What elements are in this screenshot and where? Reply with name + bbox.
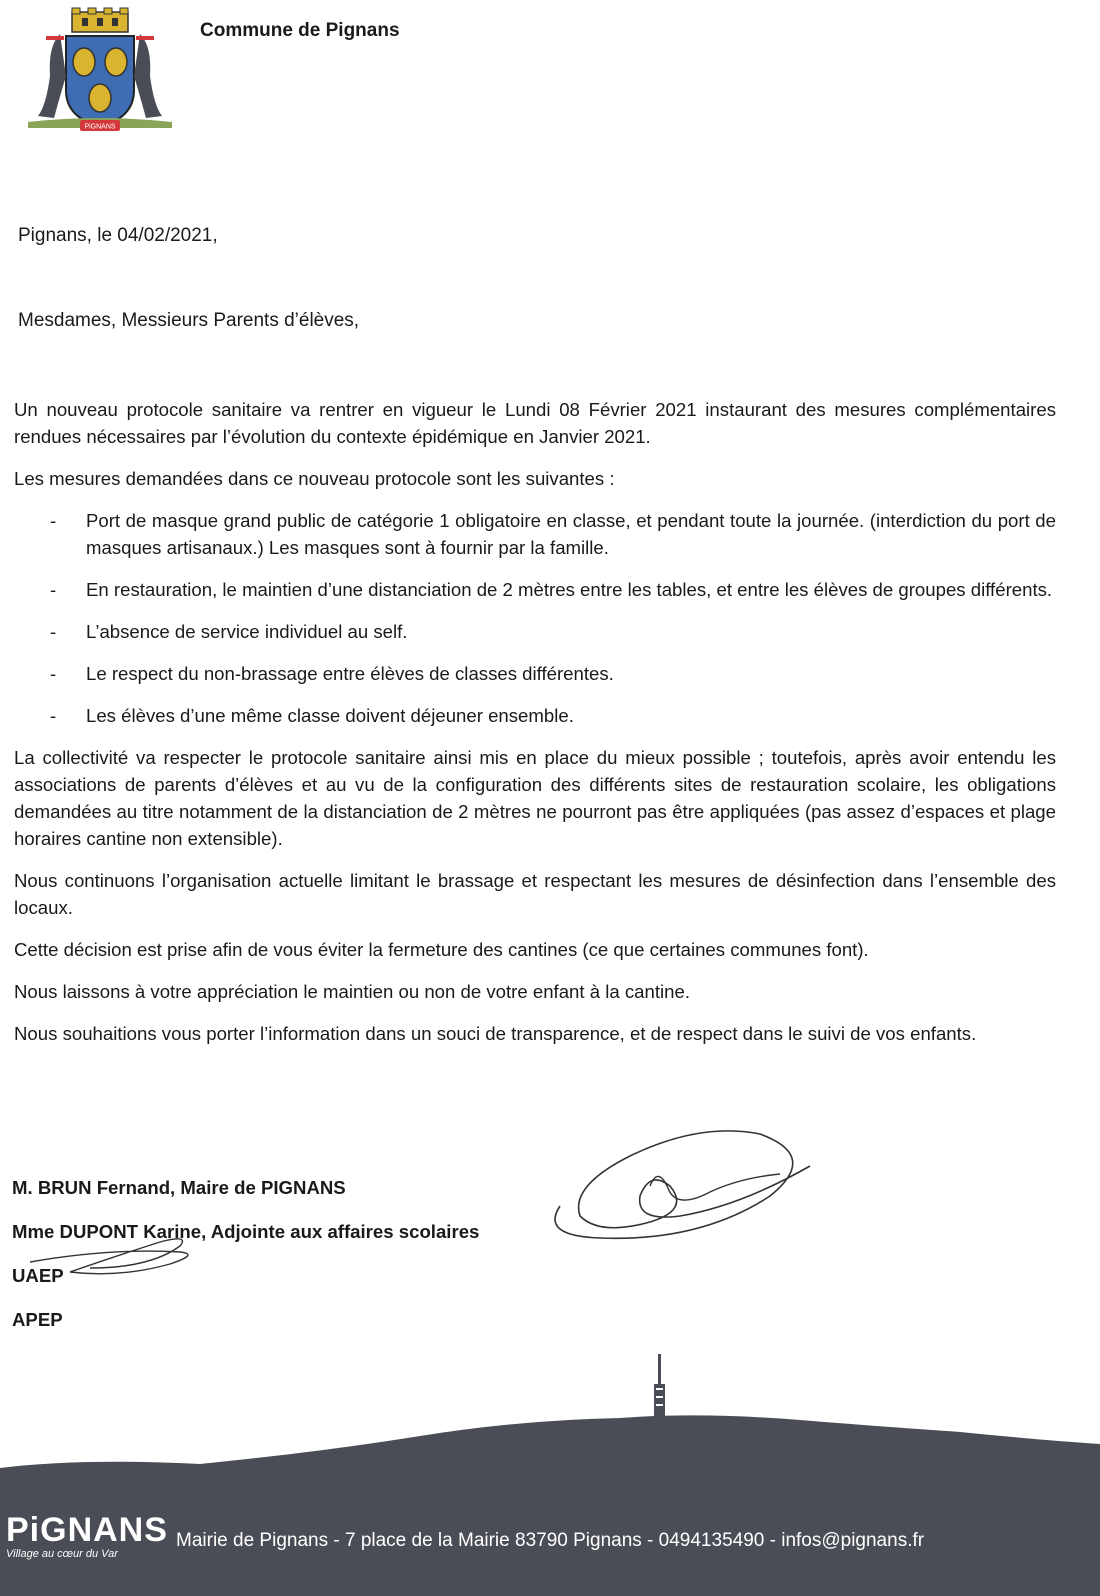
tower-icon: [658, 1354, 661, 1384]
signatory-apep: APEP: [12, 1309, 63, 1330]
body-paragraph: Nous continuons l’organisation actuelle limitant le brassage et respectant les mesures de désinfection dans l’ensemble des locaux.: [14, 870, 1056, 918]
brand-tagline: Village au cœur du Var: [6, 1548, 118, 1560]
list-item: - Port de masque grand public de catégorie 1 obligatoire en classe, et pendant toute la journée. (interdiction du port de masques artisanaux.) Les masques sont à fournir par la famille.: [14, 507, 1056, 561]
body-paragraph: La collectivité va respecter le protocole sanitaire ainsi mis en place du mieux possible ; toutefois, après avoir entendu les associations de parents d’élèves et au vu de la configuration des différents sites de restauration scolaire, les obligations demandées au titre notamment de la distanciation de 2 mètres ne pourront pas être appliquées (pas assez d’espaces et plage horaires cantine non extensible).: [14, 747, 1056, 849]
coat-of-arms-icon: [20, 6, 180, 134]
footer-brand: [6, 1513, 168, 1561]
list-item: - Le respect du non-brassage entre élèves de classes différentes.: [14, 660, 1056, 687]
body-paragraph: Nous laissons à votre appréciation le maintien ou non de votre enfant à la cantine.: [14, 981, 690, 1002]
commune-title: Commune de Pignans: [200, 20, 400, 41]
signatory-uaep: UAEP: [12, 1265, 64, 1286]
signatory-deputy: Mme DUPONT Karine, Adjointe aux affaires scolaires: [12, 1221, 480, 1242]
letter-body: [14, 396, 1056, 1062]
logo-banner-text: PiGNANS: [84, 123, 116, 131]
signature-icon: [540, 1126, 820, 1246]
list-item: - En restauration, le maintien d’une distanciation de 2 mètres entre les tables, et entre les élèves de groupes différents.: [14, 576, 1056, 603]
date-line: Pignans, le 04/02/2021,: [18, 225, 218, 246]
body-paragraph: Cette décision est prise afin de vous éviter la fermeture des cantines (ce que certaines communes font).: [14, 939, 869, 960]
brand-name: PiGNANS: [6, 1511, 168, 1549]
list-item: - L’absence de service individuel au self.: [14, 618, 1056, 645]
signature-icon: [30, 1228, 200, 1288]
signatory-mayor: M. BRUN Fernand, Maire de PIGNANS: [12, 1177, 346, 1198]
salutation: Mesdames, Messieurs Parents d’élèves,: [18, 310, 360, 331]
body-paragraph: Nous souhaitions vous porter l’information dans un souci de transparence, et de respect dans le suivi de vos enfants.: [14, 1023, 977, 1044]
measures-lead: Les mesures demandées dans ce nouveau protocole sont les suivantes :: [14, 468, 615, 489]
list-item: - Les élèves d’une même classe doivent déjeuner ensemble.: [14, 702, 1056, 729]
footer-address: Mairie de Pignans - 7 place de la Mairie 83790 Pignans - 0494135490 - infos@pignans.fr: [176, 1530, 925, 1551]
measures-list: [14, 507, 1056, 729]
intro-paragraph: Un nouveau protocole sanitaire va rentrer en vigueur le Lundi 08 Février 2021 instaurant des mesures complémentaires rendues nécessaires par l’évolution du contexte épidémique en Janvier 2021.: [14, 399, 1056, 447]
